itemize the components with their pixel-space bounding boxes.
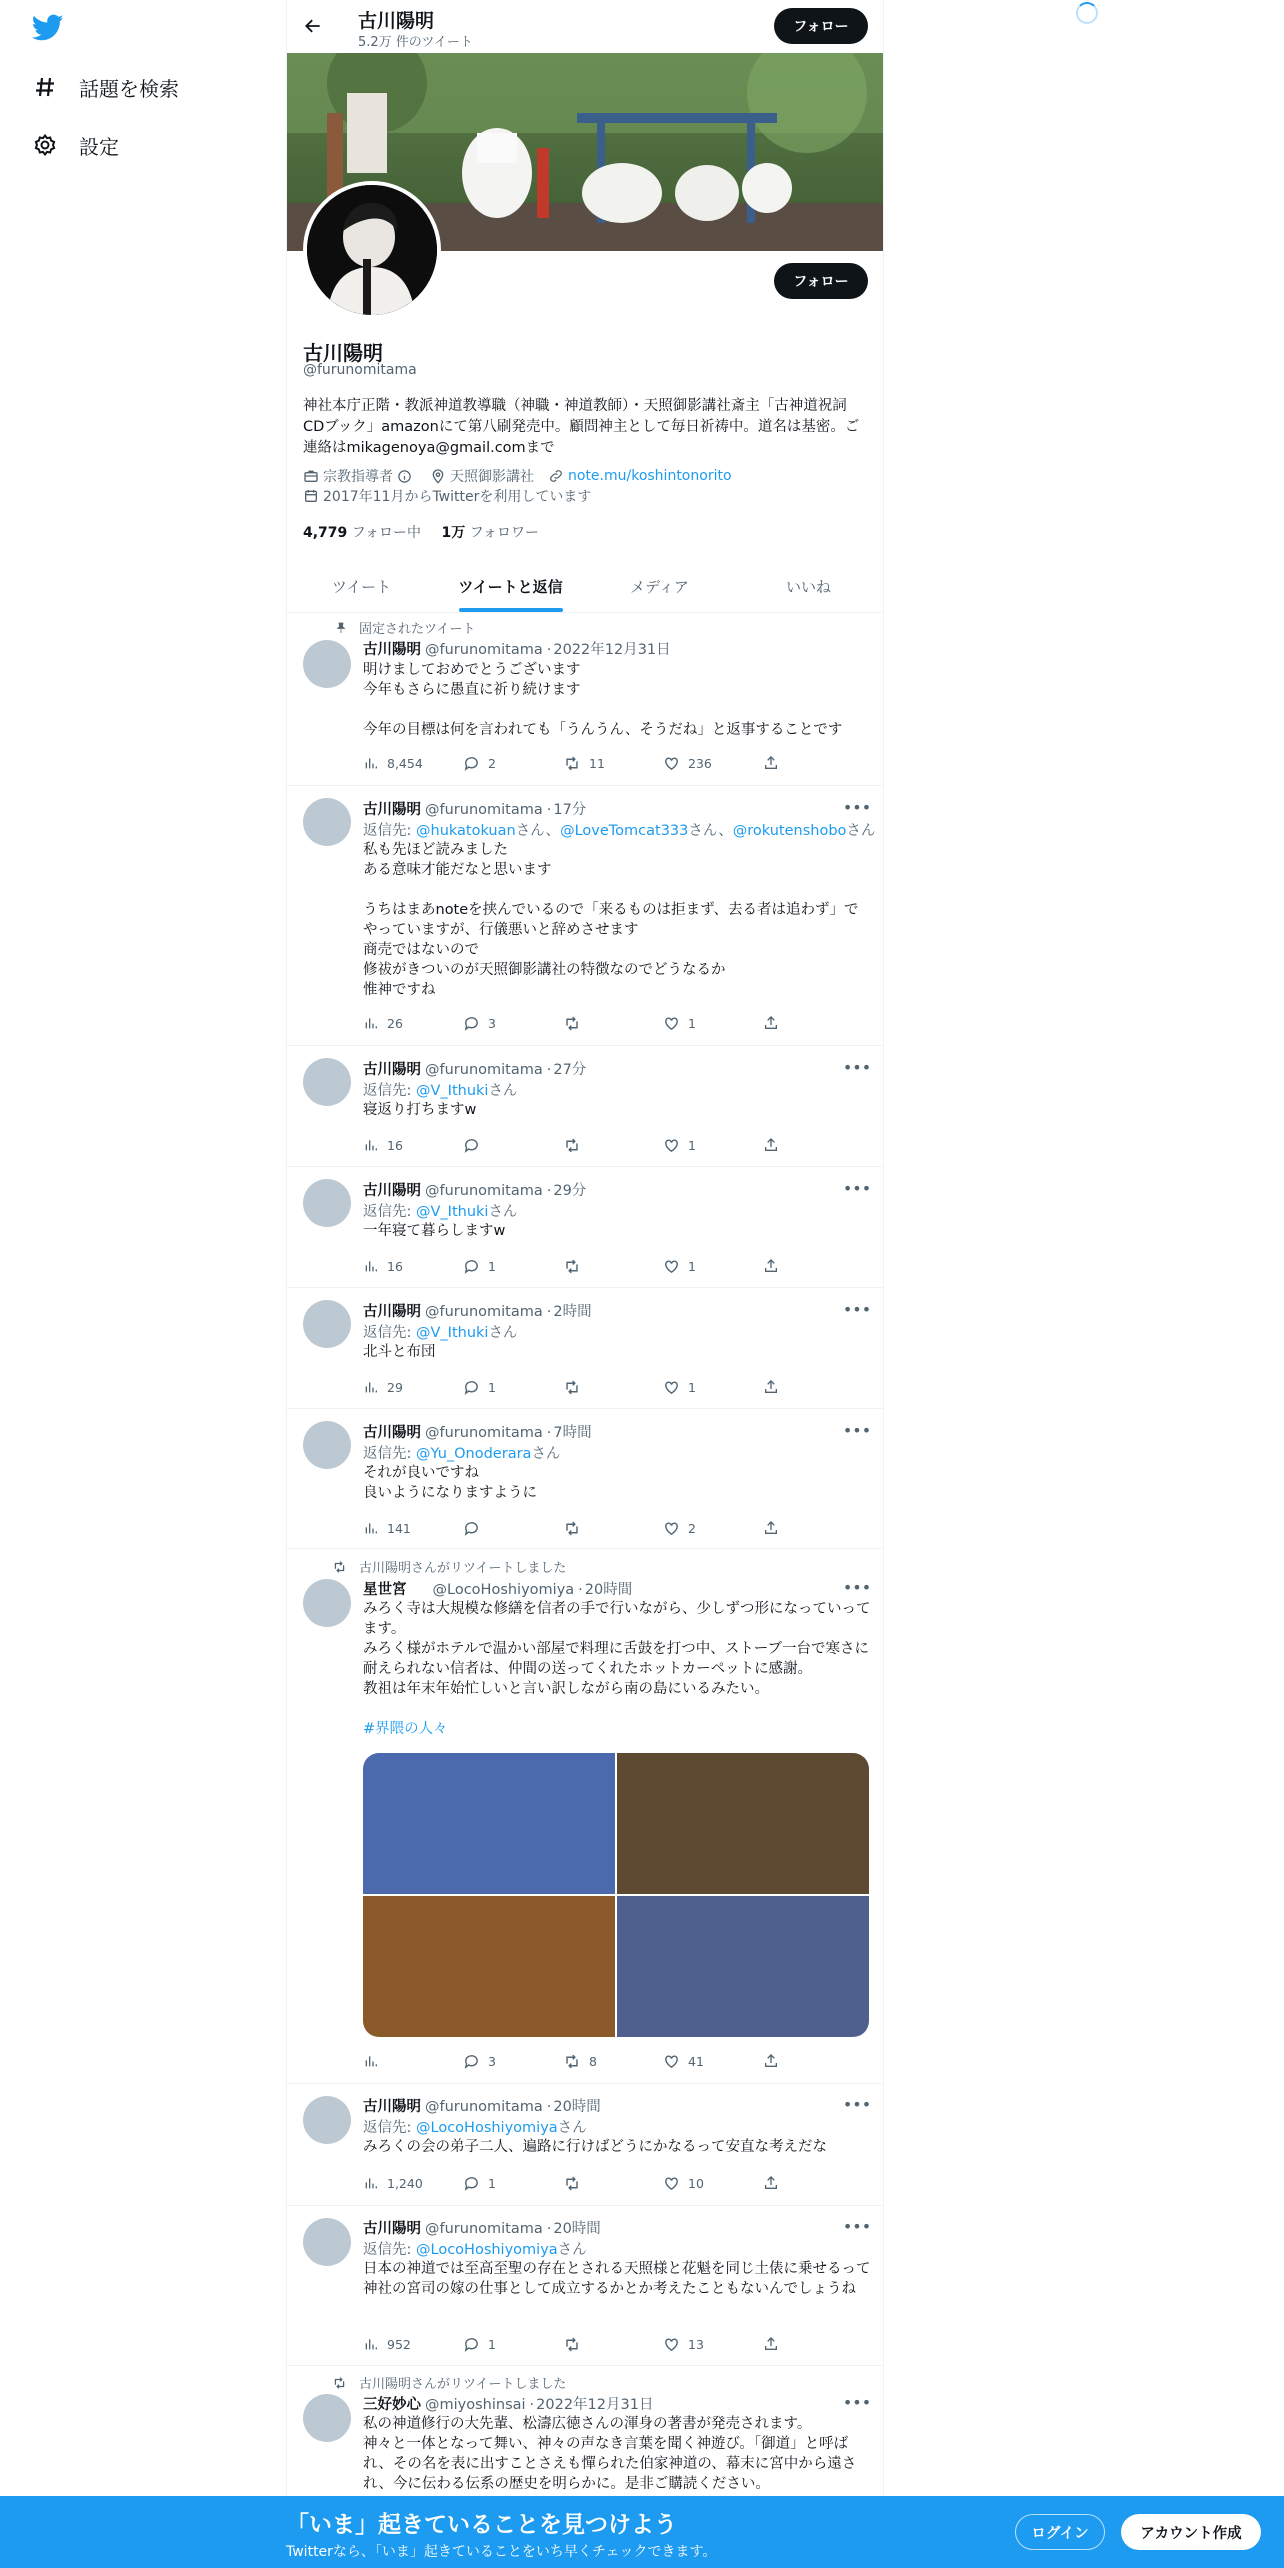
share-button[interactable] — [763, 1518, 783, 1538]
heart-icon — [663, 755, 680, 772]
tweet-text: 寝返り打ちますw — [363, 1102, 477, 1118]
share-button[interactable] — [763, 1377, 783, 1397]
tweet-header: 古川陽明 @furunomitama · 17分 — [363, 802, 587, 818]
tweet-actions — [363, 1518, 783, 1538]
avatar[interactable] — [303, 2096, 351, 2144]
more-options-icon[interactable]: ••• — [842, 1420, 872, 1440]
reply-to: 返信先: @LocoHoshiyomiyaさん — [363, 2242, 587, 2258]
followers-link[interactable]: 1万 フォロワー — [441, 525, 540, 541]
tweet-actions — [363, 1256, 783, 1276]
views-button[interactable]: 952 — [363, 2334, 443, 2354]
profile-meta — [303, 466, 746, 486]
more-options-icon[interactable]: ••• — [842, 2216, 872, 2236]
retweet-icon — [563, 755, 581, 772]
views-button[interactable]: 8,454 — [363, 753, 443, 773]
reply-button[interactable]: 3 — [463, 2051, 543, 2071]
tweet-text: 明けましておめでとうございます 今年もさらに愚直に祈り続けます 今年の目標は何を言われても「うんうん、そうだね」と返事することです — [363, 662, 843, 738]
signup-bottom-bar — [0, 2496, 1284, 2568]
tab-tweets-and-replies[interactable]: ツイートと返信 — [436, 560, 585, 612]
heart-icon — [663, 1379, 680, 1396]
calendar-icon — [303, 488, 319, 504]
link-icon — [548, 468, 564, 484]
retweet-button[interactable]: 11 — [563, 753, 643, 773]
header-name: 古川陽明 — [358, 10, 435, 32]
retweet-button[interactable] — [563, 1518, 643, 1538]
retweet-icon — [563, 2336, 581, 2353]
heart-icon — [663, 2175, 680, 2192]
retweet-button[interactable] — [563, 1135, 643, 1155]
bottom-bar-title: 「いま」起きていることを見つけよう — [286, 2512, 677, 2538]
analytics-icon — [363, 2336, 379, 2352]
analytics-icon — [363, 755, 379, 771]
briefcase-icon — [303, 468, 319, 484]
reply-button[interactable]: 1 — [463, 1256, 543, 1276]
tweet-actions — [363, 2173, 783, 2193]
views-button[interactable]: 29 — [363, 1377, 443, 1397]
reply-button[interactable]: 1 — [463, 2334, 543, 2354]
media-image[interactable] — [363, 1896, 615, 2037]
reply-icon — [463, 1137, 480, 1154]
profile-name: 古川陽明 — [303, 341, 383, 365]
more-options-icon[interactable]: ••• — [842, 2094, 872, 2114]
views-button[interactable]: 1,240 — [363, 2173, 443, 2193]
tweet-item[interactable] — [287, 1046, 883, 1167]
profile-header — [287, 0, 883, 53]
views-button[interactable]: 16 — [363, 1256, 443, 1276]
views-button[interactable] — [363, 2051, 443, 2071]
analytics-icon — [363, 2053, 379, 2069]
views-button[interactable]: 26 — [363, 1013, 443, 1033]
retweet-icon — [332, 1560, 347, 1574]
reply-icon — [463, 2336, 480, 2353]
info-icon — [397, 469, 412, 484]
nav-explore[interactable] — [32, 67, 179, 107]
profile-tabs — [287, 560, 883, 613]
nav-explore-label: 話題を検索 — [79, 76, 179, 101]
share-button[interactable] — [763, 2051, 783, 2071]
analytics-icon — [363, 1137, 379, 1153]
share-icon — [763, 2053, 779, 2069]
more-options-icon[interactable]: ••• — [842, 1577, 872, 1597]
reply-icon — [463, 1015, 480, 1032]
loading-spinner-icon — [1076, 2, 1098, 24]
like-button[interactable]: 1 — [663, 1013, 743, 1033]
heart-icon — [663, 2053, 680, 2070]
reply-to: 返信先: @LocoHoshiyomiyaさん — [363, 2120, 587, 2136]
share-button[interactable] — [763, 1013, 783, 1033]
tweet-text: 私も先ほど読みました ある意味才能だなと思います うちはまあnoteを挟んでいるので「来るものは拒まず、去る者は追わず」でやっていますが、行儀悪いと辞めさせます 商売ではないので 修祓がきついのが天照御影講社の特徴なのでどうなるか 惟神ですね — [363, 842, 859, 998]
tab-media[interactable]: メディア — [630, 577, 689, 596]
nav-settings[interactable] — [32, 125, 119, 165]
tweet-actions — [363, 1377, 783, 1397]
retweet-button[interactable] — [563, 1256, 643, 1276]
share-icon — [763, 1520, 779, 1536]
reply-to: 返信先: @Yu_Onoderaraさん — [363, 1446, 561, 1462]
avatar[interactable] — [303, 1179, 351, 1227]
profile-column — [286, 0, 884, 2568]
profile-url-link[interactable]: note.mu/koshintonorito — [568, 468, 732, 484]
tweet-actions — [363, 2051, 783, 2071]
profile-location: 天照御影講社 — [430, 466, 534, 486]
tweet-text: 私の神道修行の大先輩、松濤広徳さんの渾身の著書が発売されます。 神々と一体となって舞い、神々の声なき言葉を聞く神遊び。「御道」と呼ばれ、その名を表に出すことさえも憚られた伯家神道の、幕末に宮中から遠され、今に伝わる伝系の歴史を明らかに。是非ご購読ください。 — [363, 2416, 857, 2492]
heart-icon — [663, 1015, 680, 1032]
share-icon — [763, 2175, 779, 2191]
media-image[interactable] — [617, 1896, 869, 2037]
tweet-item[interactable] — [287, 2206, 883, 2366]
reply-button[interactable] — [463, 1518, 543, 1538]
reply-button[interactable]: 1 — [463, 1377, 543, 1397]
retweet-button[interactable] — [563, 1377, 643, 1397]
avatar[interactable] — [303, 1058, 351, 1106]
analytics-icon — [363, 1015, 379, 1031]
tweet-text: 日本の神道では至高至聖の存在とされる天照様と花魁を同じ土俵に乗せるって神社の宮司の嫁の仕事として成立するかとか考えたこともないんでしょうね — [363, 2261, 871, 2297]
tweet-header: 古川陽明 @furunomitama · 2時間 — [363, 1304, 592, 1320]
share-icon — [763, 1015, 779, 1031]
tweet-header: 星世宮 @LocoHoshiyomiya · 20時間 — [363, 1582, 633, 1598]
profile-url[interactable] — [548, 468, 732, 484]
tweet-item[interactable] — [287, 1549, 883, 2084]
pin-icon — [335, 621, 347, 635]
tweet-item[interactable] — [287, 1288, 883, 1409]
reply-to: 返信先: @V_Ithukiさん — [363, 1083, 518, 1099]
location-pin-icon — [430, 468, 446, 484]
reply-to: 返信先: @V_Ithukiさん — [363, 1325, 518, 1341]
like-button[interactable]: 13 — [663, 2334, 743, 2354]
login-button[interactable]: ログイン — [1015, 2514, 1105, 2550]
tweet-text: それが良いですね 良いようになりますように — [363, 1465, 537, 1501]
more-options-icon[interactable]: ••• — [842, 1178, 872, 1198]
profile-stats — [303, 522, 555, 542]
views-button[interactable]: 16 — [363, 1135, 443, 1155]
tweet-header: 古川陽明 @furunomitama · 7時間 — [363, 1425, 592, 1441]
profile-handle: @furunomitama — [303, 362, 417, 378]
retweet-icon — [563, 1258, 581, 1275]
like-button[interactable]: 10 — [663, 2173, 743, 2193]
tab-likes[interactable]: いいね — [785, 577, 831, 596]
profile-follow-button[interactable]: フォロー — [774, 263, 868, 299]
like-button[interactable]: 1 — [663, 1377, 743, 1397]
heart-icon — [663, 2336, 680, 2353]
avatar[interactable] — [303, 2218, 351, 2266]
share-icon — [763, 2336, 779, 2352]
like-button[interactable]: 41 — [663, 2051, 743, 2071]
tweet-context: 古川陽明さんがリツイートしました — [331, 2373, 566, 2392]
retweet-button[interactable] — [563, 2173, 643, 2193]
retweet-icon — [332, 2376, 347, 2390]
profile-bio: 神社本庁正階・教派神道教導職（神職・神道教師）・天照御影講社斎主「古神道祝詞CDブック」amazonにて第八刷発売中。顧問神主として毎日祈祷中。道名は基密。ご連絡はmikagenoya@gmail.comまで — [303, 398, 860, 456]
media-image[interactable] — [617, 1753, 869, 1894]
tweet-actions — [363, 753, 783, 773]
share-icon — [763, 755, 779, 771]
signup-button[interactable]: アカウント作成 — [1121, 2514, 1261, 2550]
profile-joined: 2017年11月からTwitterを利用しています — [303, 486, 591, 506]
more-options-icon[interactable]: ••• — [842, 1299, 872, 1319]
heart-icon — [663, 1520, 680, 1537]
retweet-icon — [563, 1520, 581, 1537]
retweet-icon — [563, 1137, 581, 1154]
retweet-icon — [563, 2175, 581, 2192]
like-button[interactable]: 2 — [663, 1518, 743, 1538]
retweet-icon — [563, 2053, 581, 2070]
header-tweet-count: 5.2万 件のツイート — [358, 35, 473, 50]
more-options-icon[interactable]: ••• — [842, 1057, 872, 1077]
analytics-icon — [363, 1379, 379, 1395]
share-button[interactable] — [763, 1135, 783, 1155]
avatar[interactable] — [303, 2394, 351, 2442]
media-image[interactable] — [363, 1753, 615, 1894]
share-button[interactable] — [763, 2173, 783, 2193]
tweet-actions — [363, 1135, 783, 1155]
retweet-button[interactable] — [563, 1013, 643, 1033]
share-button[interactable] — [763, 2334, 783, 2354]
profile-category: 宗教指導者 — [303, 466, 416, 486]
reply-icon — [463, 1258, 480, 1275]
retweet-button[interactable] — [563, 2334, 643, 2354]
back-arrow-icon[interactable] — [301, 14, 325, 38]
more-options-icon[interactable]: ••• — [842, 797, 872, 817]
heart-icon — [663, 1258, 680, 1275]
tweet-actions — [363, 2334, 783, 2354]
gear-icon — [32, 132, 58, 158]
share-button[interactable] — [763, 1256, 783, 1276]
reply-icon — [463, 755, 480, 772]
tweet-header: 三好妙心 @miyoshinsai · 2022年12月31日 — [363, 2397, 654, 2413]
reply-button[interactable] — [463, 1135, 543, 1155]
twitter-logo-icon[interactable] — [32, 14, 64, 42]
heart-icon — [663, 1137, 680, 1154]
analytics-icon — [363, 2175, 379, 2191]
tweet-item[interactable] — [287, 1409, 883, 1549]
tweet-header: 古川陽明 @furunomitama · 20時間 — [363, 2221, 601, 2237]
like-button[interactable]: 1 — [663, 1256, 743, 1276]
following-link[interactable]: 4,779 フォロー中 — [303, 525, 422, 541]
tweet-hashtag[interactable]: #界隈の人々 — [363, 1721, 448, 1737]
avatar[interactable] — [303, 1421, 351, 1469]
tweet-text: 一年寝て暮らしますw — [363, 1223, 506, 1239]
reply-icon — [463, 1379, 480, 1396]
retweet-button[interactable]: 8 — [563, 2051, 643, 2071]
views-button[interactable]: 141 — [363, 1518, 443, 1538]
tweet-context: 古川陽明さんがリツイートしました — [331, 1557, 566, 1576]
share-button[interactable] — [763, 753, 783, 773]
tweet-item[interactable] — [287, 2084, 883, 2206]
like-button[interactable]: 1 — [663, 1135, 743, 1155]
avatar[interactable] — [303, 798, 351, 846]
tweet-actions — [363, 1013, 783, 1033]
analytics-icon — [363, 1258, 379, 1274]
tweet-text: みろくの会の弟子二人、遍路に行けばどうにかなるって安直な考えだな — [363, 2139, 827, 2155]
tweet-header: 古川陽明 @furunomitama · 27分 — [363, 1062, 587, 1078]
tweet-text: 北斗と布団 — [363, 1344, 436, 1360]
share-icon — [763, 1379, 779, 1395]
reply-to: 返信先: @V_Ithukiさん — [363, 1204, 518, 1220]
tweet-media-grid[interactable] — [363, 1753, 869, 2037]
hashtag-icon — [32, 74, 58, 100]
bottom-bar-subtitle: Twitterなら、「いま」起きていることをいち早くチェックできます。 — [286, 2544, 717, 2560]
analytics-icon — [363, 1520, 379, 1536]
reply-button[interactable]: 3 — [463, 1013, 543, 1033]
reply-button[interactable]: 2 — [463, 753, 543, 773]
reply-button[interactable]: 1 — [463, 2173, 543, 2193]
tweet-header: 古川陽明 @furunomitama · 20時間 — [363, 2099, 601, 2115]
retweet-icon — [563, 1015, 581, 1032]
reply-icon — [463, 1520, 480, 1537]
nav-settings-label: 設定 — [79, 134, 119, 159]
retweet-icon — [563, 1379, 581, 1396]
like-button[interactable]: 236 — [663, 753, 743, 773]
avatar[interactable] — [303, 1300, 351, 1348]
share-icon — [763, 1258, 779, 1274]
header-follow-button[interactable]: フォロー — [774, 8, 868, 44]
reply-icon — [463, 2175, 480, 2192]
tweet-text: みろく寺は大規模な修繕を信者の手で行いながら、少しずつ形になっていってます。 みろく様がホテルで温かい部屋で料理に舌鼓を打つ中、ストーブ一台で寒さに耐えられない信者は、仲間の送ってくれたホットカーペットに感謝。 教祖は年末年始忙しいと言い訳しながら南の島にいるみたい。 — [363, 1601, 871, 1697]
reply-icon — [463, 2053, 480, 2070]
tweet-context: 固定されたツイート — [331, 618, 475, 637]
share-icon — [763, 1137, 779, 1153]
tab-tweets[interactable]: ツイート — [331, 577, 392, 596]
tweet-item[interactable] — [287, 786, 883, 1046]
avatar[interactable] — [303, 1579, 351, 1627]
tweet-header: 古川陽明 @furunomitama · 2022年12月31日 — [363, 642, 671, 658]
more-options-icon[interactable]: ••• — [842, 2392, 872, 2412]
reply-to: 返信先: @hukatokuanさん、@LoveTomcat333さん、@rokutenshoboさん — [363, 823, 876, 839]
tweet-header: 古川陽明 @furunomitama · 29分 — [363, 1183, 587, 1199]
tweet-item[interactable] — [287, 1167, 883, 1288]
avatar[interactable] — [303, 640, 351, 688]
tweet-item[interactable] — [287, 613, 883, 786]
profile-avatar[interactable] — [303, 181, 441, 319]
